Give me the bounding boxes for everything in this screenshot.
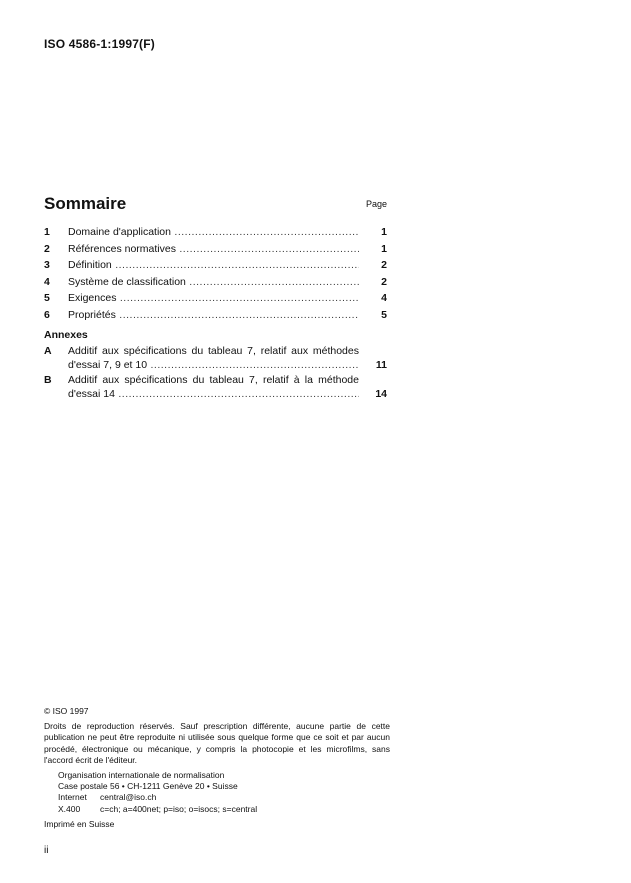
annexes-heading: Annexes [44,329,88,341]
internet-row [58,792,390,803]
annex-title-line1: Additif aux spécifications du tableau 7, relatif aux méthodes [68,345,359,357]
toc-entry[interactable] [44,292,389,309]
toc-entry-number: 5 [44,292,50,305]
toc-list [44,226,389,326]
annex-title-line2: d'essai 14 ..... [68,388,359,400]
toc-entry-number: 2 [44,242,50,255]
toc-entry-title: Système de classification ..... [68,276,359,288]
internet-label: Internet [58,792,87,803]
annex-page: 14 [375,388,387,400]
page-number: ii [44,845,49,856]
printed-in: Imprimé en Suisse [44,818,115,829]
toc-entry[interactable] [44,226,389,243]
toc-entry-page: 1 [381,226,387,238]
toc-entry[interactable] [44,243,389,260]
toc-title: Sommaire [44,194,127,213]
rights-statement: Droits de reproduction réservés. Sauf prescription différente, aucune partie de cette publication ne peut être reproduite ni utilisée sous quelque forme que ce soit et par aucun procédé, électronique ou mécanique, y compris la photocopie et les microfilms, sans l'accord écrit de l'éditeur. [44,721,390,765]
toc-entry-page: 4 [381,292,387,305]
toc-entry-title: Domaine d'application ..... [68,226,359,238]
toc-entry-title: Définition ..... [68,259,359,271]
copyright-block [44,706,390,830]
toc-entry[interactable] [44,276,389,293]
annex-title-line2: d'essai 7, 9 et 10 ..... [68,359,359,371]
postal-address: Case postale 56 • CH-1211 Genève 20 • Suisse [58,781,238,792]
toc-entry-number: 6 [44,308,50,321]
annex-letter: A [44,345,52,357]
annex-entry[interactable] [44,345,389,375]
internet-address[interactable]: central@iso.ch [100,792,157,803]
x400-label: X.400 [58,803,81,814]
page-column-label: Page [365,199,387,209]
x400-address: c=ch; a=400net; p=iso; o=isocs; s=central [100,803,258,814]
toc-entry-title: Exigences ..... [68,292,359,304]
toc-entry[interactable] [44,259,389,276]
organization-name: Organisation internationale de normalisation [58,770,225,781]
x400-row [58,804,390,815]
toc-entry-number: 4 [44,275,50,288]
toc-entry-number: 1 [44,226,50,238]
annex-letter: B [44,374,52,386]
toc-entry-page: 1 [381,242,387,255]
annex-page: 11 [375,359,387,371]
copyright-line: © ISO 1997 [44,706,89,716]
toc-entry[interactable] [44,309,389,326]
publisher-address [58,770,390,815]
annex-entry[interactable] [44,374,389,404]
toc-entry-page: 5 [381,308,387,321]
toc-entry-page: 2 [381,259,387,272]
annex-title-line1: Additif aux spécifications du tableau 7, relatif à la méthode [68,374,359,386]
toc-entry-page: 2 [381,275,387,288]
toc-entry-number: 3 [44,259,50,272]
document-identifier: ISO 4586-1:1997(F) [44,37,155,51]
toc-entry-title: Propriétés ..... [68,309,359,321]
toc-entry-title: Références normatives ..... [68,243,359,255]
